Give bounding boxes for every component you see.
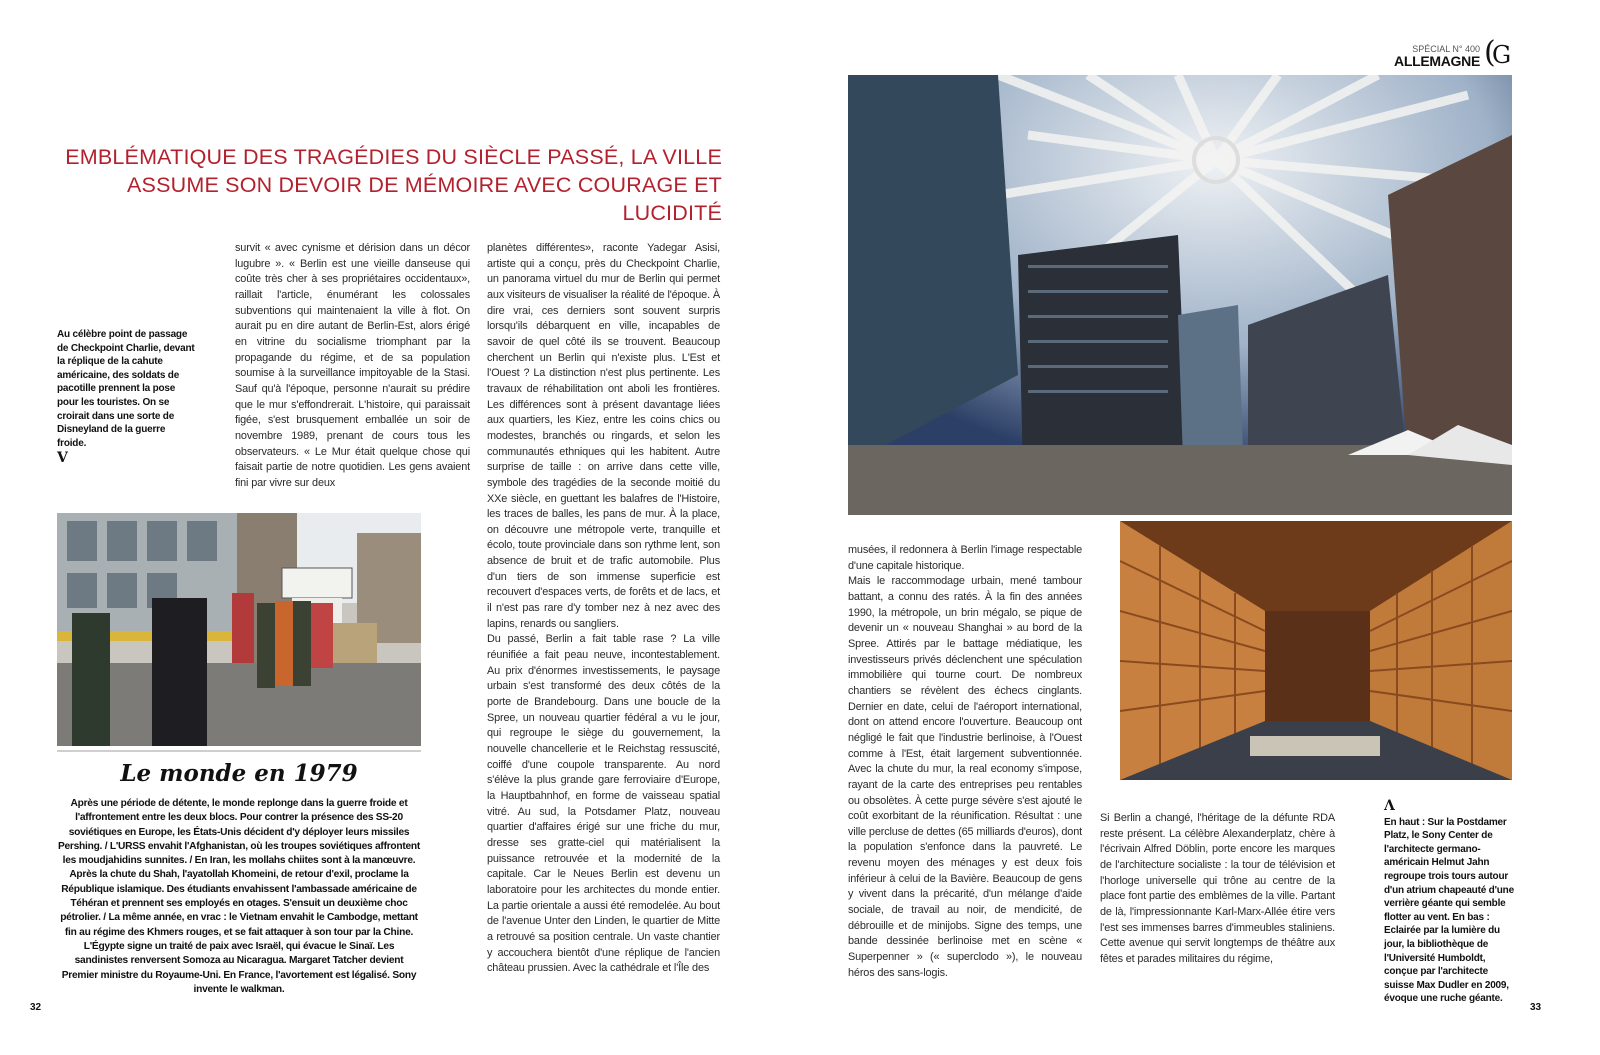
photo-sony-center [848,75,1512,515]
arrow-down-icon: V [57,450,68,467]
photo-caption-right: Λ En haut : Sur la Postdamer Platz, le Sony Center de l'architecte germano-américain Helmut Jahn regroupe trois tours autour d'un atrium chapeauté d'une verrière géante qui semble flotter au vent. En bas : Eclairée par la lumière du jour, la bibliothèque de l'Université Humboldt, conçue par l'architecte suisse Max Dudler en 2009, évoque une ruche géante. [1384,800,1520,1006]
magazine-logo: ( G [1484,35,1512,70]
box-divider [57,750,421,752]
box-body: Après une période de détente, le monde replonge dans la guerre froide et l'affrontement entre les deux blocs. Pour contrer la présence des SS-20 soviétiques en Europe, les États-Unis décident d'y déployer leurs missiles Pershing. / L'URSS envahit l'Afghanistan, où les troupes soviétiques affrontent les moudjahidins sunnites. / En Iran, les mollahs chiites sont à la manœuvre. Après la chute du Shah, l'ayatollah Khomeini, de retour d'exil, proclame la République islamique. Des étudiants envahissent l'ambassade américaine de Téhéran et prennent ses employés en otages. S'ensuit un deuxième choc pétrolier. / La même année, en vrac : le Vietnam envahit le Cambodge, mettant fin au régime des Khmers rouges, et se fait attaquer à son tour par la Chine. L'Égypte signe un traité de paix avec Israël, qui évacue le Sinaï. Les sandinistes renversent Somoza au Nicaragua. Margaret Tatcher devient Premier ministre du Royaume-Uni. En France, l'avortement est légalisé. Sony invente le walkman. [57,798,421,995]
article-column-2: planètes différentes», raconte Yadegar Asisi, artiste qui a conçu, près du Checkpoint Charlie, un panorama virtuel du mur de Berlin qui permet aux visiteurs de visualiser la réalité de l'époque. À dire vrai, ces derniers sont souvent surpris lorsqu'ils débarquent en ville, incapables de savoir de quel côté ils se trouvent. Beaucoup cherchent un Berlin qui n'existe plus. L'Est et l'Ouest ? La distinction n'est plus pertinente. Les travaux de réhabilitation ont aboli les frontières. Les différences sont à présent davantage liées aux quartiers, les Kiez, entre les coins chics ou modestes, branchés ou ringards, et selon les communautés ethniques qui les habitent. Autre surprise de taille : on arrive dans cette ville, symbole des tragédies de la seconde moitié du XXe siècle, en guettant les balafres de l'Histoire, les traces de balles, les pans de mur. À la place, on découvre une métropole verte, tranquille et écolo, toute provinciale dans son rythme lent, son absence de bruit et de trafic automobile. Plus d'un tiers de son immense superficie est recouvert d'espaces verts, de forêts et de lacs, et il n'est pas rare d'y tomber nez à nez avec des lapins, renards ou sangliers. Du passé, Berlin a fait table rase ? La ville réunifiée a fait peau neuve, incontestablement. Au prix d'énormes investissements, le paysage urbain s'est transformé des deux côtés de la porte de Brandebourg. Dans une boucle de la Spree, un nouveau quartier fédéral a vu le jour, qui regroupe le siège du gouvernement, la nouvelle chancellerie et le Reichstag ressuscité, coiffé d'une coupole transparente. Au nord s'élève la plus grande gare ferroviaire d'Europe, la Hauptbahnhof, en forme de vaisseau spatial vitré. Au sud, la Potsdamer Platz, nouveau quartier d'affaires érigé sur une friche du mur, dresse ses gratte-ciel qui matérialisent la puissance retrouvée et la modernité de la capitale. Car le Neues Berlin est devenu un laboratoire pour les architectes du monde entier. La partie orientale a aussi été remodelée. Au bout de l'avenue Unter den Linden, le quartier de Mitte a retrouvé sa position centrale. Un vaste chantier y accouchera bientôt d'une réplique de l'ancien château prussien. Avec la cathédrale et l'Île des [487,242,720,975]
photo-humboldt-library [1120,521,1512,780]
article-column-4: Si Berlin a changé, l'héritage de la défunte RDA reste présent. La célèbre Alexanderplatz, chère à l'écrivain Alfred Döblin, porte encore les marques de l'architecture socialiste : la tour de télévision et l'horloge universelle qui trône au centre de la place font partie des emblèmes de la ville. Partant de là, l'impressionnante Karl-Marx-Allée étire vers l'est ses immenses barres d'immeubles staliniens. Cette avenue qui servit longtemps de théâtre aux fêtes et parades militaires du régime, [1100,812,1335,965]
section-header [1380,44,1480,69]
headline [60,143,722,227]
arrow-up-icon: Λ [1384,798,1395,814]
article-column-3: musées, il redonnera à Berlin l'image respectable d'une capitale historique. Mais le raccommodage urbain, mené tambour battant, a connu des ratés. À la fin des années 1990, la métropole, un brin mégalo, se pique de devenir un « nouveau Shanghai » au bord de la Spree. Attirés par le battage médiatique, les investisseurs privés déclenchent une spéculation immobilière qui tourne court. De nombreux chantiers se révèlent des échecs cinglants. Dernier en date, celui de l'aéroport international, dont on attend encore l'ouverture. Beaucoup ont négligé le fait que l'industrie berlinoise, à l'Ouest comme à l'Est, était largement subventionnée. Avec la chute du mur, la real economy s'impose, rayant de la carte des entreprises peu rentables ou obsolètes. À cette purge sévère s'est ajouté le coût exorbitant de la réunification. Résultat : une ville percluse de dettes (65 milliards d'euros), dont la population s'enfonce dans la pauvreté. Le revenu moyen des ménages y est deux fois inférieur à celui de la Bavière. Beaucoup de gens y vivent dans la précarité, d'un mélange d'aide sociale, de travail au noir, de mendicité, de débrouille et de minijobs. Signe des temps, une bande dessinée berlinoise met en scène « Superpenner » (« superclodo »), le nouveau héros des sans-logis. [848,544,1082,979]
article-column-1: survit « avec cynisme et dérision dans un décor lugubre ». « Berlin est une vieille danseuse qui coûte très cher à ses propriétaires occidentaux», raillait l'article, énumérant les colossales subventions qui maintenaient la ville à flot. On aurait pu en dire autant de Berlin-Est, alors érigé en vitrine du socialisme triomphant par la propagande du régime, et de sa population soumise à la surveillance impitoyable de la Stasi. Sauf qu'à l'époque, personne n'aurait su prédire que le mur s'effondrerait. L'histoire, qui paraissait figée, s'est brusquement emballée un soir de novembre 1989, prenant de cours tous les observateurs. « Le Mur était quelque chose qui faisait partie de notre quotidien. Les gens avaient fini par vivre sur deux [235,242,470,489]
special-issue-label: SPÉCIAL N° 400 [1412,44,1480,54]
photo-checkpoint-charlie [57,513,421,746]
photo-caption-checkpoint: Au célèbre point de passage de Checkpoint Charlie, devant la réplique de la cahute américaine, des soldats de pacotille prennent la pose pour les touristes. On se croirait dans une sorte de Disneyland de la guerre froide. V [57,329,195,467]
page-number-left: 32 [30,1002,42,1013]
headline-line-2: ASSUME SON DEVOIR DE MÉMOIRE AVEC COURAGE ET LUCIDITÉ [127,173,722,225]
headline-line-1: EMBLÉMATIQUE DES TRAGÉDIES DU SIÈCLE PASSÉ, LA VILLE [65,145,722,169]
page-number-right: 33 [1530,1002,1542,1013]
box-title: Le monde en 1979 [120,760,358,787]
section-title: ALLEMAGNE [1394,53,1480,69]
